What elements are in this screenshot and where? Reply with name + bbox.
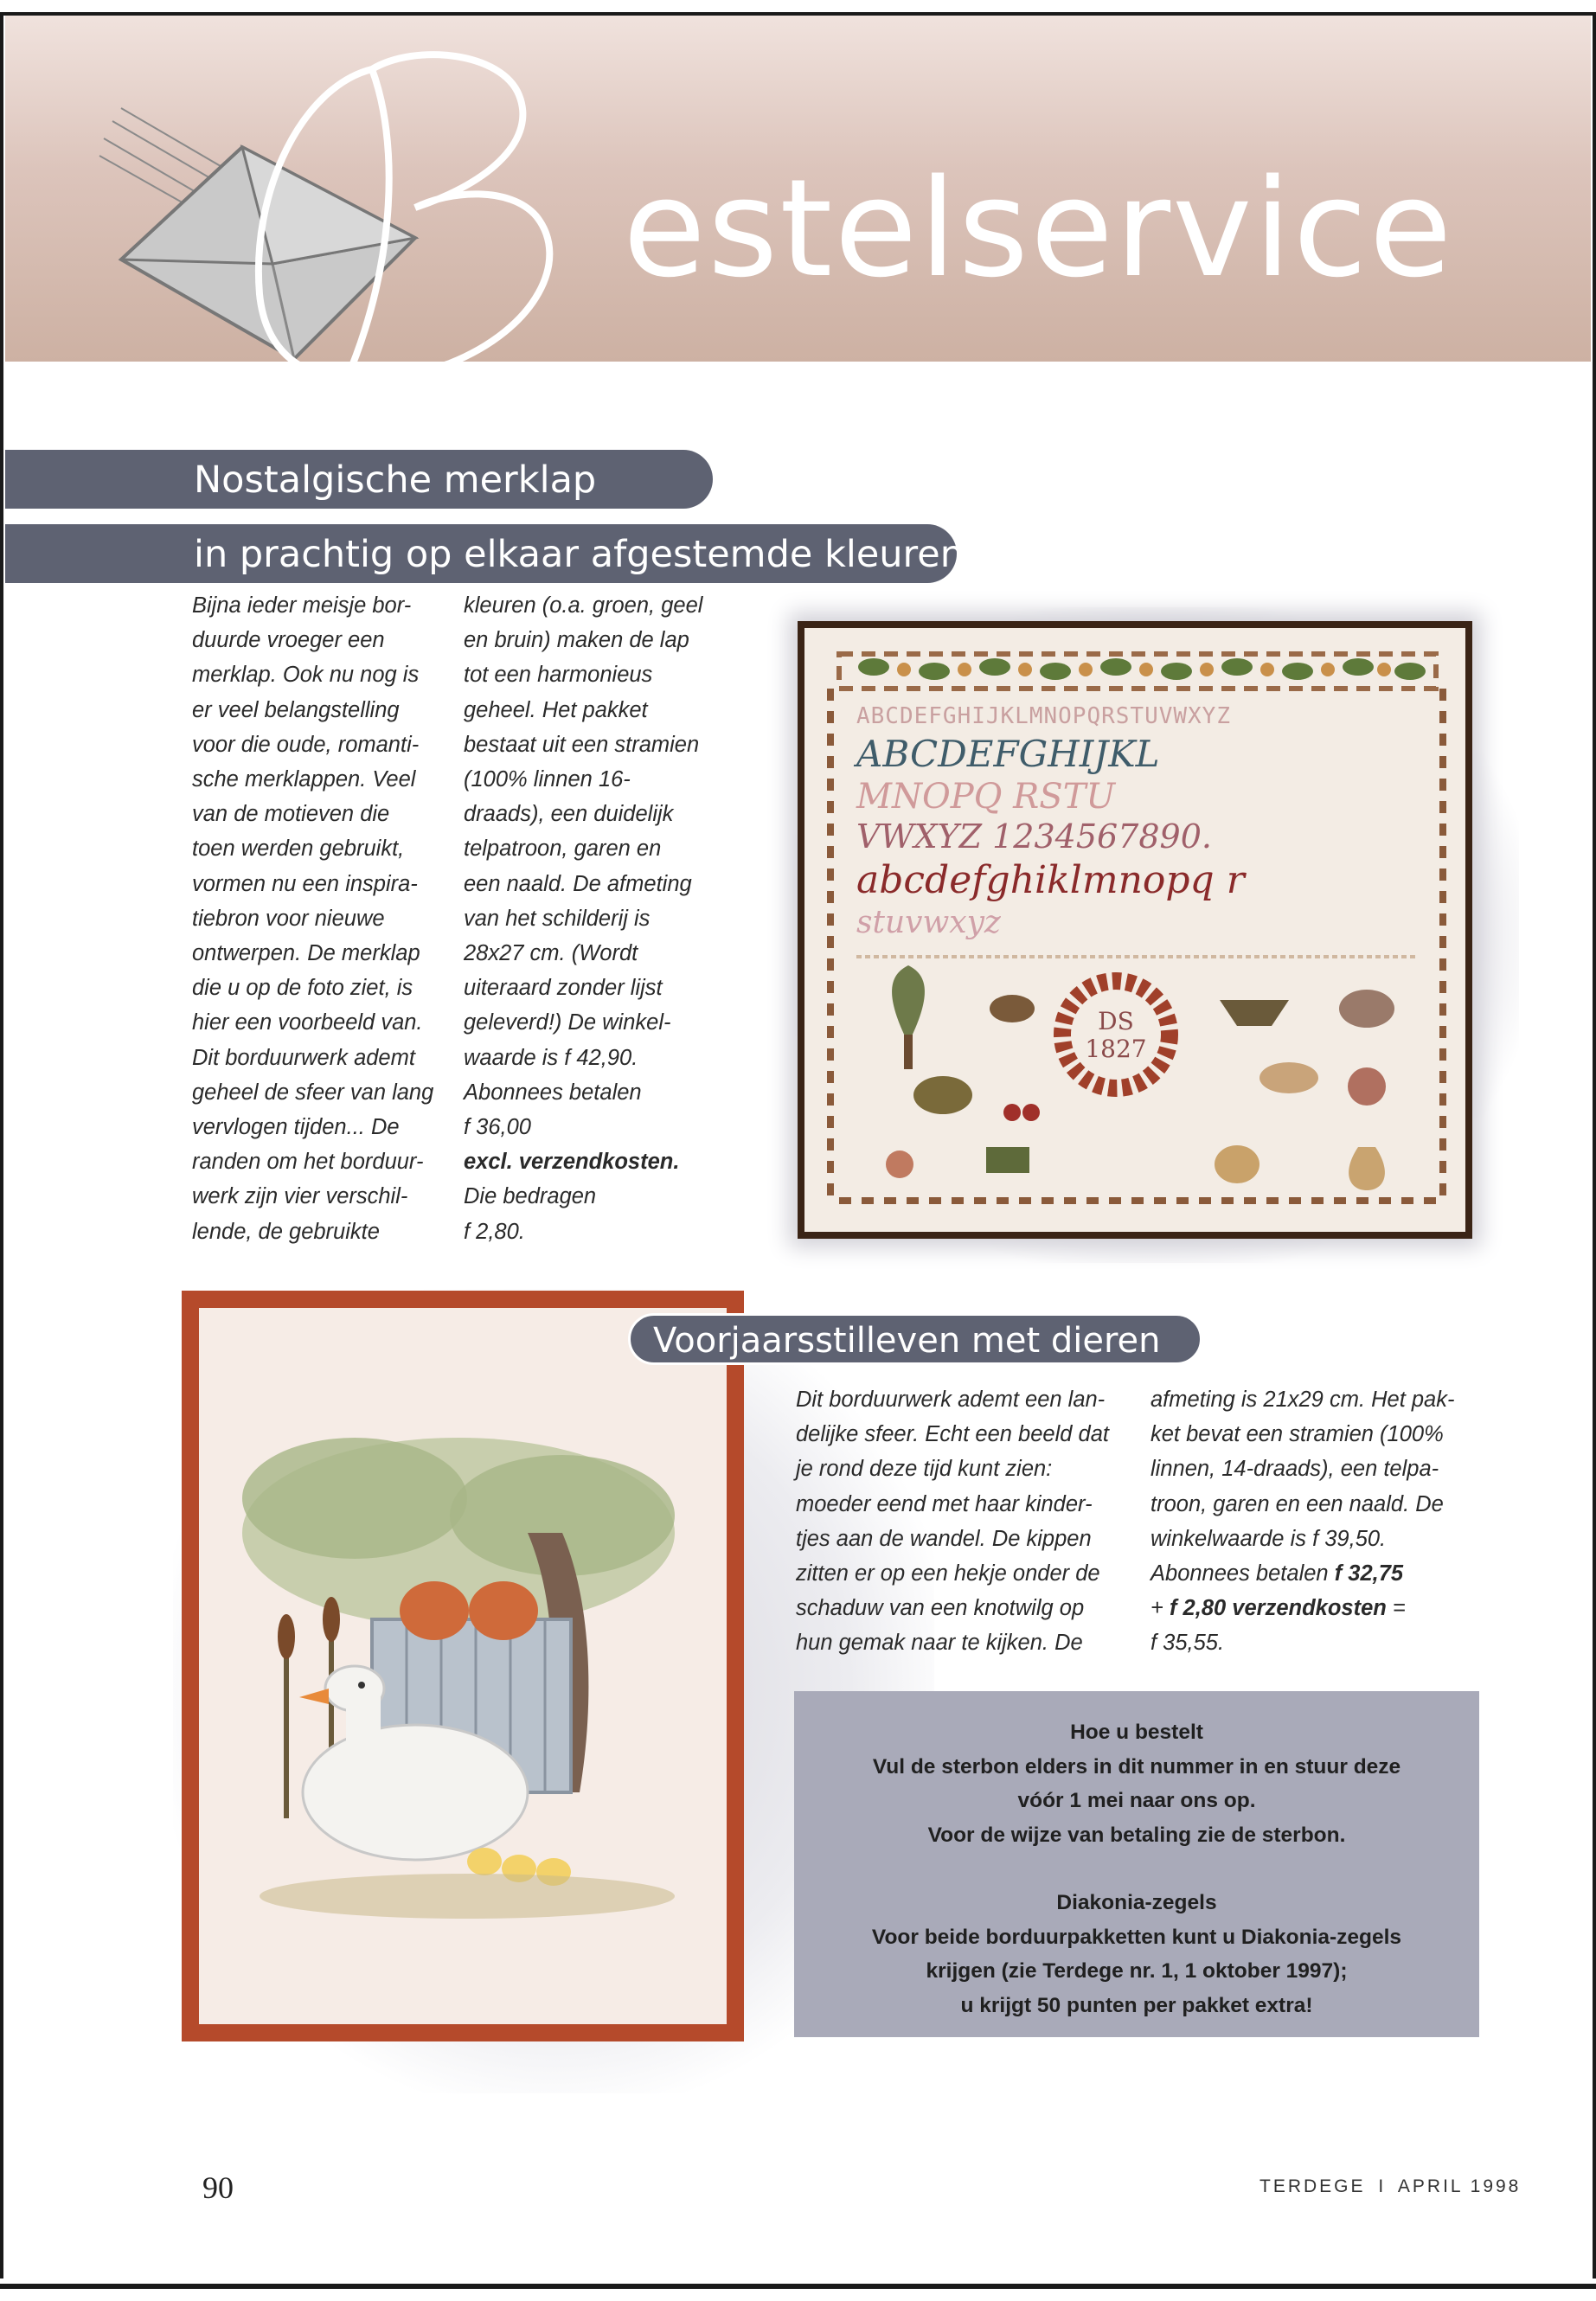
text-line: en bruin) maken de lap [464, 628, 689, 653]
shipping-note-bold: excl. verzendkosten. [464, 1150, 680, 1175]
info-line: Voor de wijze van betaling zie de sterbon. [927, 1823, 1346, 1847]
text-line: telpatroon, garen en [464, 836, 662, 862]
sampler-row-1: ABCDEFGHIJKLMNOPQRSTUVWXYZ [856, 703, 1231, 729]
sampler-row-2: ABCDEFGHIJKL [856, 733, 1160, 775]
text-line: werk zijn vier verschil- [192, 1184, 408, 1209]
text-line: lende, de gebruikte [192, 1219, 380, 1244]
shipping-cost: f 2,80 verzendkosten [1169, 1596, 1387, 1621]
footer-separator: I [1378, 2176, 1387, 2196]
text-line: linnen, 14-draads), een telpa- [1151, 1457, 1439, 1482]
text-line: f 36,00 [464, 1115, 531, 1140]
page-border-left [0, 12, 3, 2279]
section1-column-1 [192, 588, 452, 1249]
text-line: tjes aan de wandel. De kippen [796, 1526, 1092, 1551]
text-line: er veel belangstelling [192, 697, 400, 722]
info-heading-diakonia: Diakonia-zegels [1056, 1891, 1217, 1914]
text-line: Abonnees betalen [464, 1080, 642, 1105]
text-line: duurde vroeger een [192, 628, 385, 653]
section1-column-2 [464, 588, 723, 1249]
text-line: kleuren (o.a. groen, geel [464, 593, 703, 618]
text-line: delijke sfeer. Echt een beeld dat [796, 1422, 1109, 1447]
sampler-photo [804, 628, 1465, 1232]
info-line: vóór 1 mei naar ons op. [1017, 1789, 1256, 1812]
section2-tab-title: Voorjaarsstilleven met dieren [628, 1313, 1202, 1365]
text-line: geheel. Het pakket [464, 697, 648, 722]
text-line: geheel de sfeer van lang [192, 1080, 434, 1105]
text-line: Dit borduurwerk ademt [192, 1045, 415, 1070]
goose-photo [199, 1308, 727, 2024]
text-line: bestaat uit een stramien [464, 732, 700, 757]
text-line: van het schilderij is [464, 906, 651, 931]
sampler-initials: DS [1098, 1007, 1134, 1035]
sampler-row-6: stuvwxyz [856, 905, 1001, 940]
text-line: randen om het borduur- [192, 1150, 424, 1175]
text-line: vervlogen tijden... De [192, 1115, 400, 1140]
text-line: waarde is f 42,90. [464, 1045, 638, 1070]
page-border-bottom [0, 2284, 1596, 2289]
page-number: 90 [202, 2170, 234, 2205]
text-line: f 2,80. [464, 1219, 525, 1244]
section2-column-2 [1151, 1382, 1497, 1661]
info-line: Voor beide borduurpakketten kunt u Diakonia-zegels [871, 1925, 1402, 1949]
text-line: Dit borduurwerk ademt een lan- [796, 1388, 1106, 1412]
order-info-box [794, 1691, 1479, 2037]
text-line: hun gemak naar te kijken. De [796, 1631, 1083, 1656]
text-line: Die bedragen [464, 1184, 597, 1209]
text-line: (100% linnen 16- [464, 767, 631, 792]
text-line: toen werden gebruikt, [192, 836, 405, 862]
footer-publication [1259, 2176, 1521, 2197]
text-line: die u op de foto ziet, is [192, 976, 413, 1001]
sampler-year: 1827 [1085, 1035, 1147, 1063]
section1-tab-subtitle: in prachtig op elkaar afgestemde kleuren [5, 524, 957, 583]
total-price: f 35,55. [1151, 1631, 1225, 1656]
text-span: Abonnees betalen [1151, 1561, 1335, 1586]
info-line: u krijgt 50 punten per pakket extra! [960, 1993, 1313, 2017]
text-line: winkelwaarde is f 39,50. [1151, 1526, 1387, 1551]
page-border-right [1593, 12, 1596, 2279]
sampler-leaf-border [839, 654, 1436, 689]
info-line: krijgen (zie Terdege nr. 1, 1 oktober 1997); [926, 1959, 1348, 1983]
section1-tab-title: Nostalgische merklap [5, 450, 713, 509]
text-span: = [1386, 1596, 1406, 1621]
text-line: afmeting is 21x29 cm. Het pak- [1151, 1388, 1455, 1412]
text-line: moeder eend met haar kinder- [796, 1491, 1093, 1516]
text-line: van de motieven die [192, 802, 390, 827]
text-line: sche merklappen. Veel [192, 767, 416, 792]
header-title: estelservice [623, 150, 1454, 307]
text-line: je rond deze tijd kunt zien: [796, 1457, 1053, 1482]
text-line: zitten er op een hekje onder de [796, 1561, 1100, 1586]
text-line: schaduw van een knotwilg op [796, 1596, 1085, 1621]
text-line: Bijna ieder meisje bor- [192, 593, 412, 618]
section2-column-1 [796, 1382, 1142, 1661]
text-line: troon, garen en een naald. De [1151, 1491, 1444, 1516]
goose-embroidery [242, 1438, 675, 1919]
text-line: tot een harmonieus [464, 663, 653, 688]
text-line: ontwerpen. De merklap [192, 941, 420, 966]
info-heading-how-to-order: Hoe u bestelt [1070, 1721, 1203, 1744]
info-line: Vul de sterbon elders in dit nummer in en stuur deze [872, 1754, 1401, 1779]
subscriber-price: f 32,75 [1334, 1561, 1404, 1586]
text-line: draads), een duidelijk [464, 802, 674, 827]
text-line: vormen nu een inspira- [192, 871, 418, 896]
text-line: geleverd!) De winkel- [464, 1010, 671, 1035]
text-line: voor die oude, romanti- [192, 732, 420, 757]
text-span: + [1151, 1596, 1170, 1621]
text-line: 28x27 cm. (Wordt [464, 941, 638, 966]
sampler-row-3: MNOPQ RSTU [856, 777, 1116, 817]
sampler-motifs [886, 965, 1394, 1190]
sampler-row-5: abcdefghiklmnopq r [856, 858, 1245, 902]
text-line: tiebron voor nieuwe [192, 906, 385, 931]
text-line: merklap. Ook nu nog is [192, 663, 420, 688]
text-line: uiteraard zonder lijst [464, 976, 663, 1001]
footer-issue: APRIL 1998 [1397, 2176, 1522, 2196]
text-line: hier een voorbeeld van. [192, 1010, 423, 1035]
footer-magazine: TERDEGE [1259, 2176, 1366, 2196]
text-line: ket bevat een stramien (100% [1151, 1422, 1444, 1447]
text-line: een naald. De afmeting [464, 871, 692, 896]
sampler-row-4: VWXYZ 1234567890. [856, 817, 1212, 856]
